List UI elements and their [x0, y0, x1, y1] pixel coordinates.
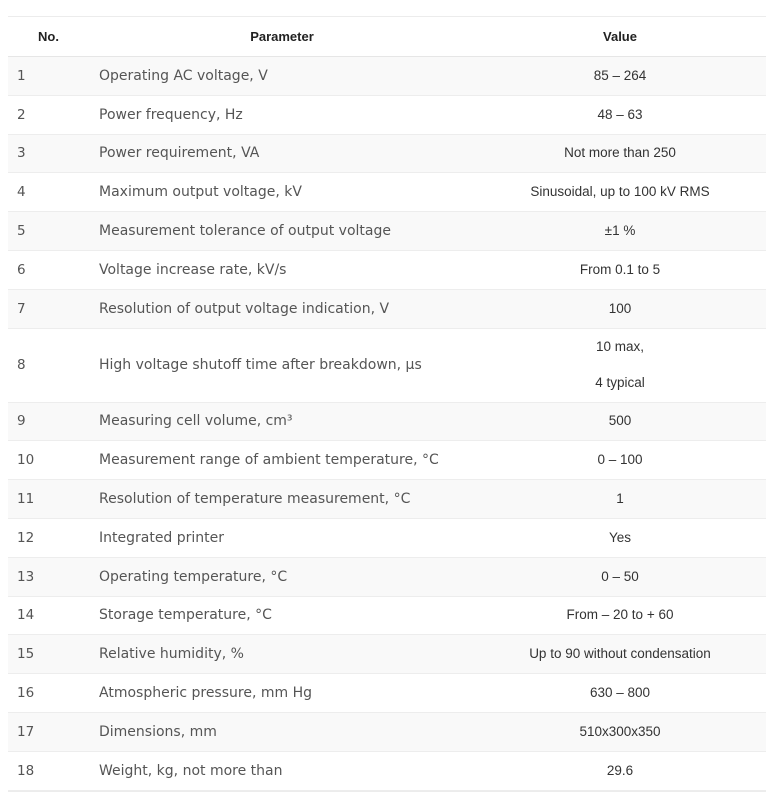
- table-row: [8, 518, 766, 557]
- parameter-cell: Operating temperature, °C: [90, 557, 474, 596]
- value-cell: [474, 402, 766, 441]
- value-cell: [474, 596, 766, 635]
- value-cell: [474, 480, 766, 519]
- table-row: [8, 674, 766, 713]
- value-cell: [474, 557, 766, 596]
- table-body: [8, 57, 766, 791]
- header-row: [8, 17, 766, 57]
- parameter-cell: Measuring cell volume, cm³: [90, 402, 474, 441]
- value-line: 500: [608, 413, 632, 429]
- parameter-cell: Power requirement, VA: [90, 134, 474, 173]
- row-number: 15: [8, 635, 90, 674]
- value-line: ±1 %: [604, 223, 636, 239]
- parameter-cell: Operating AC voltage, V: [90, 57, 474, 96]
- value-line: 1: [616, 491, 624, 507]
- value-line: Not more than 250: [564, 145, 676, 161]
- header-no: No.: [8, 17, 90, 57]
- value-cell: [474, 212, 766, 251]
- header-value: Value: [474, 17, 766, 57]
- table-row: [8, 328, 766, 402]
- parameter-cell: Storage temperature, °C: [90, 596, 474, 635]
- row-number: 2: [8, 95, 90, 134]
- value-line: Sinusoidal, up to 100 kV RMS: [530, 184, 710, 200]
- table-row: [8, 212, 766, 251]
- value-cell: [474, 751, 766, 790]
- table-row: [8, 480, 766, 519]
- value-line: 100: [608, 300, 632, 316]
- value-line: 48 – 63: [597, 106, 643, 122]
- value-line: Up to 90 without condensation: [529, 646, 711, 662]
- row-number: 1: [8, 57, 90, 96]
- value-line: 0 – 50: [601, 568, 639, 584]
- value-line: 4 typical: [595, 375, 645, 391]
- parameter-cell: High voltage shutoff time after breakdown, μs: [90, 328, 474, 402]
- table-row: [8, 402, 766, 441]
- value-cell: [474, 518, 766, 557]
- row-number: 8: [8, 328, 90, 402]
- row-number: 10: [8, 441, 90, 480]
- table-row: [8, 596, 766, 635]
- table-header: [8, 17, 766, 57]
- value-line: 630 – 800: [589, 685, 651, 701]
- value-line: 85 – 264: [593, 67, 647, 83]
- table-row: [8, 557, 766, 596]
- table-row: [8, 173, 766, 212]
- table-row: [8, 95, 766, 134]
- parameter-cell: Resolution of temperature measurement, °C: [90, 480, 474, 519]
- row-number: 4: [8, 173, 90, 212]
- parameter-cell: Maximum output voltage, kV: [90, 173, 474, 212]
- value-cell: [474, 674, 766, 713]
- parameter-cell: Power frequency, Hz: [90, 95, 474, 134]
- value-line: 10 max,: [595, 339, 645, 355]
- row-number: 13: [8, 557, 90, 596]
- value-line: 0 – 100: [597, 452, 643, 468]
- row-number: 17: [8, 712, 90, 751]
- value-cell: [474, 95, 766, 134]
- value-cell: [474, 57, 766, 96]
- parameter-cell: Integrated printer: [90, 518, 474, 557]
- parameter-cell: Atmospheric pressure, mm Hg: [90, 674, 474, 713]
- row-number: 5: [8, 212, 90, 251]
- value-cell: [474, 328, 766, 402]
- value-line: From – 20 to + 60: [566, 607, 674, 623]
- parameter-cell: Relative humidity, %: [90, 635, 474, 674]
- table-row: [8, 441, 766, 480]
- value-cell: [474, 250, 766, 289]
- row-number: 18: [8, 751, 90, 790]
- parameter-cell: Weight, kg, not more than: [90, 751, 474, 790]
- specifications-table: [8, 17, 766, 791]
- row-number: 9: [8, 402, 90, 441]
- row-number: 11: [8, 480, 90, 519]
- row-number: 3: [8, 134, 90, 173]
- value-line: 29.6: [606, 762, 634, 778]
- table-row: [8, 712, 766, 751]
- table-row: [8, 134, 766, 173]
- value-line: From 0.1 to 5: [579, 261, 661, 277]
- row-number: 6: [8, 250, 90, 289]
- specifications-table-container: [8, 16, 766, 792]
- value-cell: [474, 712, 766, 751]
- value-line: Yes: [608, 529, 632, 545]
- parameter-cell: Measurement tolerance of output voltage: [90, 212, 474, 251]
- value-cell: [474, 289, 766, 328]
- parameter-cell: Measurement range of ambient temperature, °C: [90, 441, 474, 480]
- row-number: 16: [8, 674, 90, 713]
- value-cell: [474, 173, 766, 212]
- row-number: 12: [8, 518, 90, 557]
- table-row: [8, 250, 766, 289]
- value-cell: [474, 134, 766, 173]
- table-row: [8, 751, 766, 790]
- header-parameter: Parameter: [90, 17, 474, 57]
- table-row: [8, 57, 766, 96]
- row-number: 7: [8, 289, 90, 328]
- parameter-cell: Dimensions, mm: [90, 712, 474, 751]
- table-row: [8, 289, 766, 328]
- value-line: 510x300x350: [579, 723, 661, 739]
- parameter-cell: Voltage increase rate, kV/s: [90, 250, 474, 289]
- row-number: 14: [8, 596, 90, 635]
- parameter-cell: Resolution of output voltage indication, V: [90, 289, 474, 328]
- value-cell: [474, 441, 766, 480]
- table-row: [8, 635, 766, 674]
- value-cell: [474, 635, 766, 674]
